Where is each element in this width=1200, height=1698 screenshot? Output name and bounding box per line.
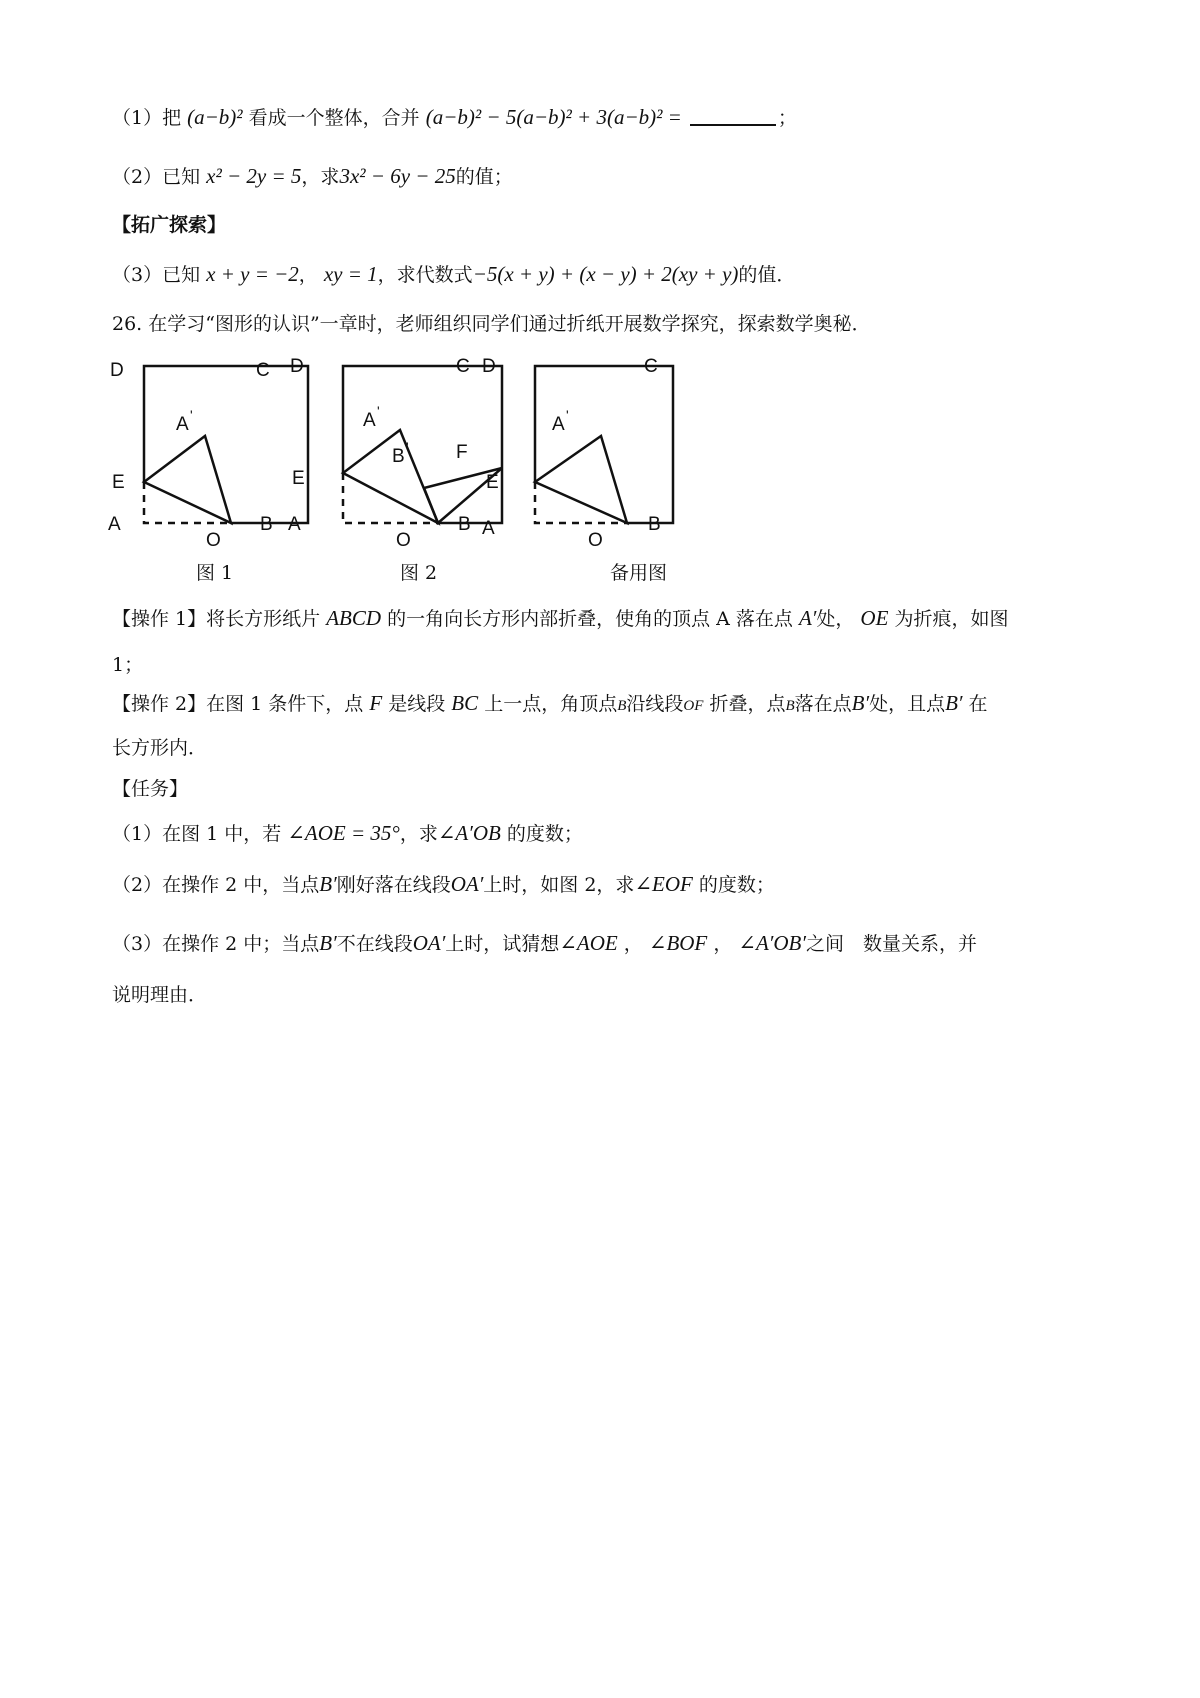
- q25-part3-condition-1: x + y = −2: [206, 262, 299, 286]
- op2-text-4: 沿线段: [626, 693, 684, 715]
- fig1-point-d: D: [110, 360, 124, 381]
- op2-text-1: 在图 1 条件下，点: [206, 693, 364, 715]
- q25-part1: [112, 102, 797, 133]
- task-2-label: （2）在操作 2 中，当点: [112, 874, 320, 896]
- op1-math-oe: OE: [860, 606, 889, 630]
- q25-part3-text: ，求代数式: [377, 264, 473, 286]
- fig2-prime-mark-a: ': [377, 403, 380, 419]
- q25-part1-expr-a: (a−b)²: [187, 105, 243, 129]
- task-heading: 【任务】: [112, 778, 189, 800]
- op1-text-2: 的一角向长方形内部折叠，使角的顶点 A 落在点: [387, 608, 793, 630]
- spare-point-b: B: [648, 514, 661, 535]
- spare-point-d: D: [482, 356, 496, 377]
- operation-2: [112, 688, 988, 721]
- q25-part2-label: （2）已知: [112, 166, 201, 188]
- task-3-angle-bof: ∠BOF: [648, 931, 708, 955]
- fig2-point-e: E: [292, 468, 305, 489]
- op1-text-3: 处，: [816, 608, 855, 630]
- spare-point-e: E: [486, 472, 499, 493]
- op2-text-2: 是线段: [388, 693, 446, 715]
- op2-text-8: 在: [968, 693, 988, 715]
- q25-part1-expr-b: (a−b)² − 5(a−b)² + 3(a−b)² =: [425, 105, 682, 129]
- task-2-angle: ∠EOF: [634, 872, 693, 896]
- q25-part3-condition-2: xy = 1: [323, 262, 378, 286]
- op1-text-4: 为折痕，如图: [894, 608, 1009, 630]
- task-2-point: B′: [319, 872, 337, 896]
- op2-text-3: 上一点，角顶点: [484, 693, 618, 715]
- answer-blank: [690, 106, 776, 126]
- folding-figures: [100, 350, 740, 560]
- task-1-condition: ∠AOE = 35°: [287, 821, 400, 845]
- spare-figure-caption: 备用图: [610, 562, 668, 584]
- op2-math-of: OF: [683, 698, 704, 714]
- fig2-point-a: A: [288, 514, 301, 535]
- fig1-point-a-prime: A: [176, 414, 189, 435]
- fig2-point-a-prime: A: [363, 410, 376, 431]
- q25-part1-tail: ；: [777, 107, 797, 129]
- op2-text-7: 处，且点: [869, 693, 946, 715]
- figure-2-diagram: [343, 366, 502, 523]
- q25-part3-expr: −5(x + y) + (x − y) + 2(xy + y): [472, 262, 739, 286]
- op2-math-b2: B: [785, 698, 795, 714]
- fig2-point-c: C: [456, 356, 470, 377]
- operation-2-tag: 【操作 2】: [112, 693, 207, 715]
- q25-part3-tail: 的值．: [738, 264, 796, 286]
- task-3: [112, 928, 977, 959]
- op1-math-abcd: ABCD: [326, 606, 382, 630]
- task-3-angle-aoe: ∠AOE: [559, 931, 618, 955]
- op2-text-5: 折叠，点: [709, 693, 786, 715]
- op2-math-b-prime: B′: [851, 691, 870, 715]
- fig1-point-e: E: [112, 472, 125, 493]
- q25-part3: [112, 259, 795, 290]
- fig2-point-o: O: [396, 530, 411, 551]
- figure-2-caption: 图 2: [400, 562, 438, 584]
- task-1-label: （1）在图 1 中，若: [112, 823, 282, 845]
- section-heading: 【拓广探索】: [112, 214, 227, 236]
- task-3-angle-a-prime-ob-prime: ∠A′OB′: [738, 931, 806, 955]
- task-2-text-2: 上时，如图 2，求: [483, 874, 635, 896]
- fig2-prime-mark-b: ': [406, 439, 409, 455]
- task-3-label: （3）在操作 2 中；当点: [112, 933, 320, 955]
- op2-text-6: 落在点: [794, 693, 852, 715]
- spare-point-o: O: [588, 530, 603, 551]
- operation-1-tag: 【操作 1】: [112, 608, 207, 630]
- op1-math-a-prime: A′: [798, 606, 817, 630]
- task-1-tail: 的度数；: [506, 823, 583, 845]
- op2-math-b: B: [617, 698, 627, 714]
- operation-1-continued: 1；: [112, 654, 144, 676]
- fig1-prime-mark: ': [190, 407, 193, 423]
- q25-part2-expr: 3x² − 6y − 25: [339, 164, 456, 188]
- task-1-angle: ∠A′OB: [437, 821, 501, 845]
- fig1-point-o: O: [206, 530, 221, 551]
- figure-1-caption: 图 1: [196, 562, 234, 584]
- task-1: [112, 818, 583, 849]
- task-3-continued: 说明理由．: [112, 984, 208, 1006]
- figure-1-diagram: [144, 366, 308, 523]
- task-2-segment: OA′: [450, 872, 484, 896]
- task-3-sep-2: ，: [713, 933, 733, 955]
- task-1-text: ，求: [399, 823, 438, 845]
- fig1-point-a: A: [108, 514, 121, 535]
- fig1-point-b: B: [260, 514, 273, 535]
- spare-point-a: A: [482, 518, 495, 539]
- spare-point-a-prime: A: [552, 414, 565, 435]
- op2-math-b-prime-2: B′: [945, 691, 963, 715]
- fig2-point-d: D: [290, 356, 304, 377]
- operation-1: [112, 603, 1008, 634]
- q25-part2-tail: 的值；: [455, 166, 513, 188]
- q25-part1-label: （1）把: [112, 107, 182, 129]
- q25-part3-label: （3）已知: [112, 264, 201, 286]
- q25-part3-sep: ，: [298, 264, 318, 286]
- task-3-text-1: 不在线段: [336, 933, 413, 955]
- task-3-text-3: 之间 数量关系，并: [805, 933, 977, 955]
- op2-math-f: F: [369, 691, 383, 715]
- fig2-point-b-prime: B: [392, 446, 405, 467]
- spare-prime-mark: ': [566, 407, 569, 423]
- op2-math-bc: BC: [451, 691, 479, 715]
- op1-text-1: 将长方形纸片: [206, 608, 321, 630]
- q25-part2-text: ，求: [301, 166, 340, 188]
- task-2: [112, 869, 775, 900]
- task-3-sep-1: ，: [623, 933, 643, 955]
- task-3-segment: OA′: [412, 931, 446, 955]
- spare-figure-diagram: [535, 366, 673, 523]
- fig2-point-b: B: [458, 514, 471, 535]
- q25-part1-text: 看成一个整体，合并: [248, 107, 420, 129]
- q25-part2: [112, 161, 513, 192]
- fig2-point-f: F: [456, 442, 468, 463]
- task-2-text-1: 刚好落在线段: [336, 874, 451, 896]
- spare-point-c: C: [644, 356, 658, 377]
- q26-intro: 26. 在学习“图形的认识”一章时，老师组织同学们通过折纸开展数学探究，探索数学奥秘．: [112, 313, 871, 335]
- operation-2-continued: 长方形内．: [112, 737, 208, 759]
- task-3-text-2: 上时，试猜想: [445, 933, 560, 955]
- fig1-point-c: C: [256, 360, 270, 381]
- q25-part2-condition: x² − 2y = 5: [206, 164, 302, 188]
- task-2-tail: 的度数；: [698, 874, 775, 896]
- task-3-point: B′: [319, 931, 337, 955]
